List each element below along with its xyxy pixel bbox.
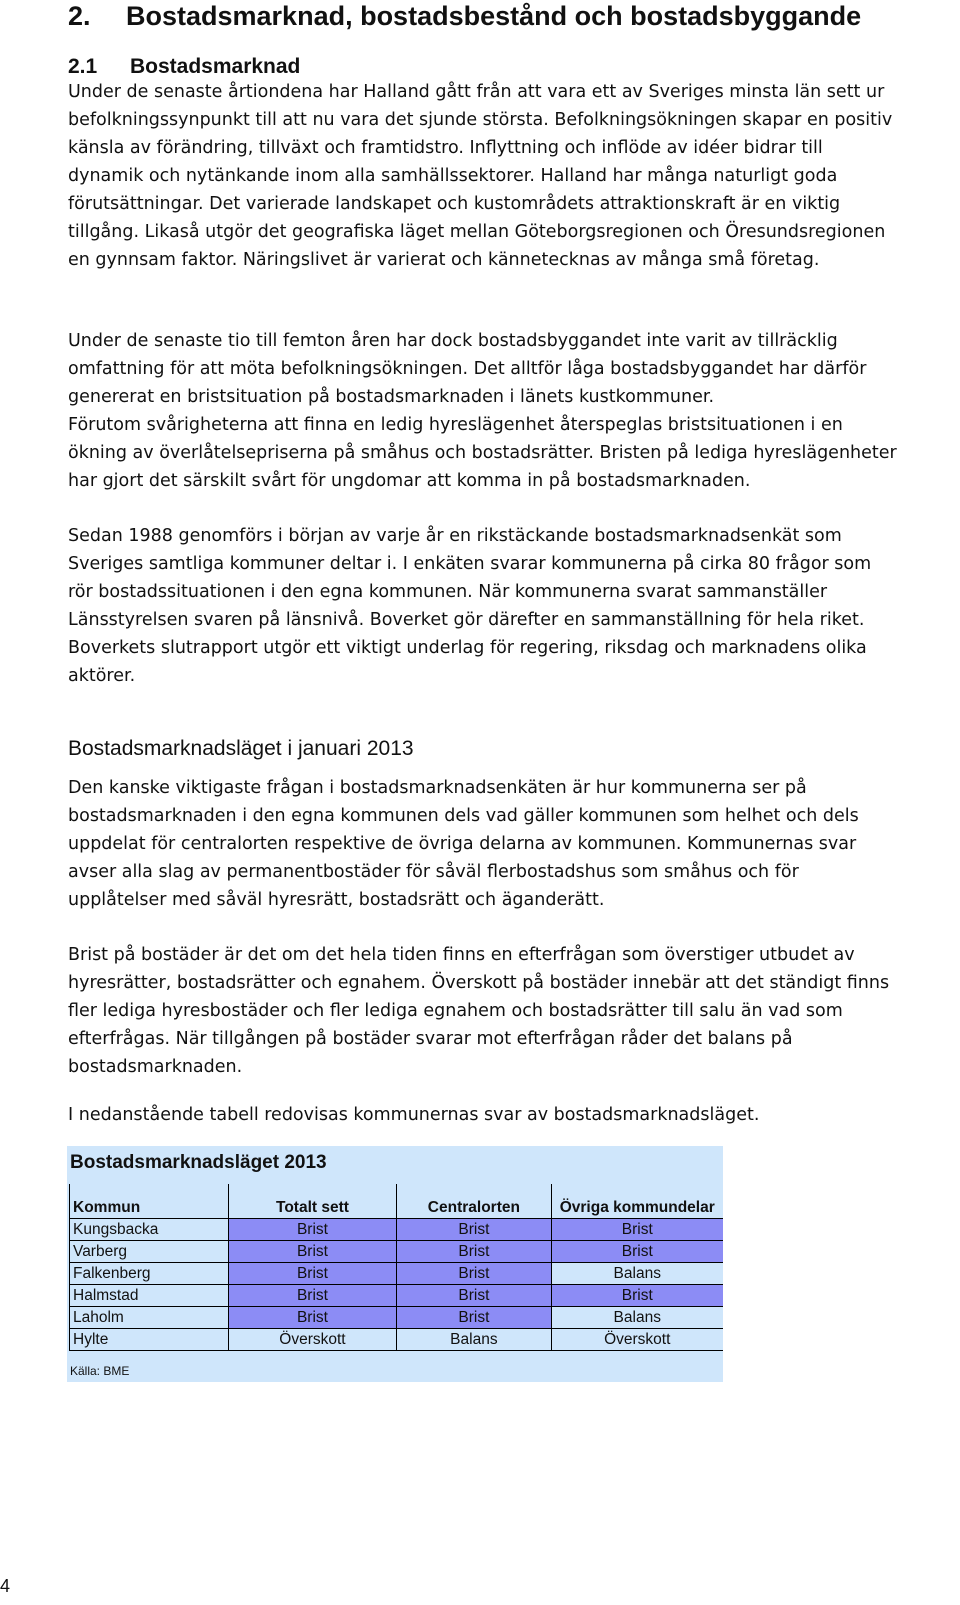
table-cell-kommun: Falkenberg — [70, 1263, 229, 1285]
paragraph-line: ökning av överlåtelsepriserna på småhus och bostadsrätter. Bristen på lediga hyreslägenheter — [68, 443, 897, 463]
paragraph-3 — [68, 522, 948, 690]
heading-1 — [68, 0, 861, 32]
paragraph-line: bostadsmarknaden i den egna kommunen dels vad gäller kommunen som helhet och dels — [68, 806, 859, 826]
paragraph-line: upplåtelser med såväl hyresrätt, bostadsrätt och äganderätt. — [68, 890, 605, 910]
table-cell: Brist — [228, 1285, 397, 1307]
table-cell: Brist — [397, 1241, 551, 1263]
paragraph-line: Brist på bostäder är det om det hela tiden finns en efterfrågan som överstiger utbudet av — [68, 945, 855, 965]
paragraph-line: en gynnsam faktor. Näringslivet är varierat och kännetecknas av många små företag. — [68, 250, 820, 270]
table-cell-kommun: Halmstad — [70, 1285, 229, 1307]
table-cell: Överskott — [551, 1329, 723, 1351]
table-row — [70, 1241, 724, 1263]
paragraph-line: Den kanske viktigaste frågan i bostadsmarknadsenkäten är hur kommunerna ser på — [68, 778, 807, 798]
paragraph-line: Sedan 1988 genomförs i början av varje år en rikstäckande bostadsmarknadsenkät som — [68, 526, 842, 546]
table-cell-kommun: Hylte — [70, 1329, 229, 1351]
table-cell: Balans — [397, 1329, 551, 1351]
table-cell: Brist — [551, 1219, 723, 1241]
paragraph-line: befolkningssynpunkt till att nu vara det sjunde största. Befolkningsökningen skapar en positiv — [68, 110, 893, 130]
table-cell: Brist — [228, 1241, 397, 1263]
header-centralorten: Centralorten — [397, 1184, 551, 1219]
table-row — [70, 1285, 724, 1307]
table-row — [70, 1263, 724, 1285]
heading-1-title: Bostadsmarknad, bostadsbestånd och bostadsbyggande — [126, 1, 862, 31]
paragraph-line: efterfrågas. När tillgången på bostäder svarar mot efterfrågan råder det balans på — [68, 1029, 793, 1049]
paragraph-line: Länsstyrelsen svaren på länsnivå. Boverket gör därefter en sammanställning för hela riket. — [68, 610, 865, 630]
header-kommun: Kommun — [70, 1184, 229, 1219]
table-cell: Balans — [551, 1307, 723, 1329]
table-cell-kommun: Kungsbacka — [70, 1219, 229, 1241]
table-title: Bostadsmarknadsläget 2013 — [70, 1152, 327, 1173]
paragraph-line: har gjort det särskilt svårt för ungdomar att komma in på bostadsmarknaden. — [68, 471, 751, 491]
paragraph-2 — [68, 327, 948, 495]
paragraph-line: bostadsmarknaden. — [68, 1057, 243, 1077]
paragraph-line: förutsättningar. Det varierade landskapet och kustområdets attraktionskraft är en viktig — [68, 194, 841, 214]
table-row — [70, 1219, 724, 1241]
table-cell: Brist — [228, 1219, 397, 1241]
heading-1-number: 2. — [68, 1, 91, 31]
table-cell: Balans — [551, 1263, 723, 1285]
paragraph-line: aktörer. — [68, 666, 136, 686]
table-source: Källa: BME — [70, 1364, 130, 1378]
table-row — [70, 1307, 724, 1329]
table-header-row — [70, 1184, 724, 1219]
paragraph-line: Boverkets slutrapport utgör ett viktigt underlag för regering, riksdag och marknadens olika — [68, 638, 867, 658]
paragraph-line: rör bostadssituationen i den egna kommunen. När kommunerna svarat sammanställer — [68, 582, 828, 602]
paragraph-line: dynamik och nytänkande inom alla samhällssektorer. Halland har många naturligt goda — [68, 166, 838, 186]
paragraph-line: uppdelat för centralorten respektive de övriga delarna av kommunen. Kommunernas svar — [68, 834, 857, 854]
table-cell: Brist — [228, 1307, 397, 1329]
heading-2 — [68, 54, 300, 80]
table-cell-kommun: Varberg — [70, 1241, 229, 1263]
table-cell: Överskott — [228, 1329, 397, 1351]
paragraph-line: Under de senaste årtiondena har Halland gått från att vara ett av Sveriges minsta län sett ur — [68, 82, 885, 102]
paragraph-line: hyresrätter, bostadsrätter och egnahem. Överskott på bostäder innebär att det ständigt finns — [68, 973, 890, 993]
heading-2-title: Bostadsmarknad — [130, 55, 301, 78]
market-table — [69, 1184, 723, 1351]
heading-2-number: 2.1 — [68, 55, 98, 78]
table-cell: Brist — [228, 1263, 397, 1285]
paragraph-line: avser alla slag av permanentbostäder för såväl flerbostadshus som småhus och för — [68, 862, 799, 882]
paragraph-line: Sveriges samtliga kommuner deltar i. I enkäten svarar kommunerna på cirka 80 frågor som — [68, 554, 872, 574]
paragraph-line: känsla av förändring, tillväxt och framtidstro. Inflyttning och inflöde av idéer bidrar till — [68, 138, 823, 158]
table-cell: Brist — [551, 1241, 723, 1263]
table-cell: Brist — [551, 1285, 723, 1307]
table-row — [70, 1329, 724, 1351]
paragraph-line: Under de senaste tio till femton åren har dock bostadsbyggandet inte varit av tillräcklig — [68, 331, 838, 351]
paragraph-line: genererat en bristsituation på bostadsmarknaden i länets kustkommuner. — [68, 387, 715, 407]
table-cell: Brist — [397, 1307, 551, 1329]
paragraph-line: fler lediga hyresbostäder och fler lediga egnahem och bostadsrätter till salu än vad som — [68, 1001, 843, 1021]
paragraph-line: omfattning för att möta befolkningsökningen. Det alltför låga bostadsbyggandet har därför — [68, 359, 867, 379]
header-ovriga: Övriga kommundelar — [551, 1184, 723, 1219]
paragraph-line: tillgång. Likaså utgör det geografiska läget mellan Göteborgsregionen och Öresundsregionen — [68, 222, 886, 242]
paragraph-6 — [68, 1101, 948, 1129]
paragraph-5 — [68, 941, 948, 1081]
paragraph-1 — [68, 78, 948, 274]
paragraph-line: Förutom svårigheterna att finna en ledig hyreslägenhet återspeglas bristsituationen i en — [68, 415, 843, 435]
table-cell-kommun: Laholm — [70, 1307, 229, 1329]
paragraph-line: I nedanstående tabell redovisas kommunernas svar av bostadsmarknadsläget. — [68, 1105, 760, 1125]
table-cell: Brist — [397, 1219, 551, 1241]
paragraph-4 — [68, 774, 948, 914]
page-number: 4 — [0, 1576, 11, 1596]
section-heading: Bostadsmarknadsläget i januari 2013 — [68, 737, 414, 760]
header-totalt: Totalt sett — [228, 1184, 397, 1219]
market-table-box — [67, 1146, 723, 1382]
table-cell: Brist — [397, 1285, 551, 1307]
table-cell: Brist — [397, 1263, 551, 1285]
